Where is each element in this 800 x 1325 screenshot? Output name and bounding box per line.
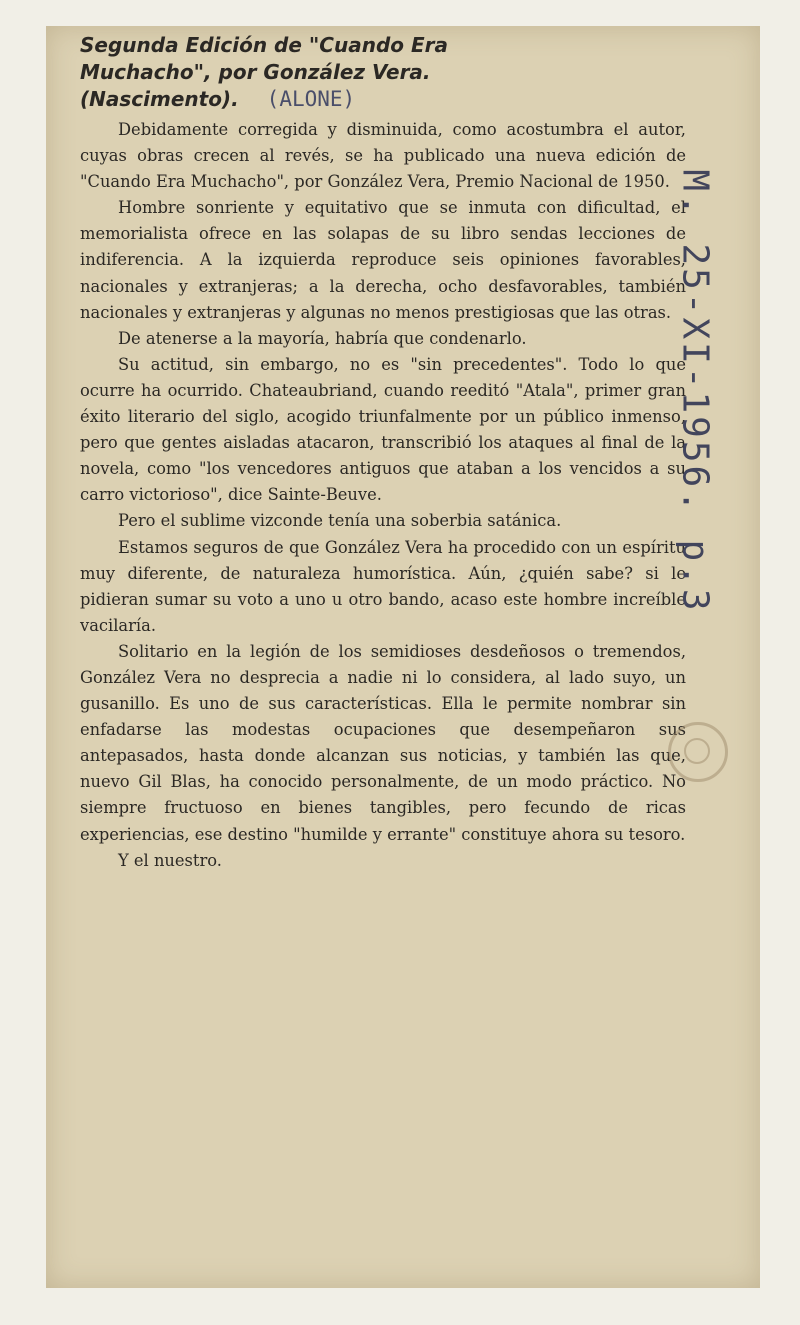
newspaper-clipping	[46, 26, 760, 1288]
archive-stamp-icon	[668, 722, 728, 782]
headline-line-1: Segunda Edición de "Cuando Era	[80, 33, 448, 57]
date-annotation-text: M. 25-XI-1956. p.3	[674, 168, 716, 614]
publisher-name: (Nascimento).	[80, 87, 239, 111]
paragraph-4: Su actitud, sin embargo, no es "sin precedentes". Todo lo que ocurre ha ocurrido. Chateaubriand, cuando reeditó "Atala", primer gran éxito literario del siglo, acogido triunfalmente por un público inmenso, pero que gentes aisladas atacaron, transcribió los ataques al final de la novela, como "los vencedores antiguos que ataban a los vencidos a su carro victorioso", dice Sainte-Beuve.	[80, 354, 686, 505]
article-column	[80, 32, 686, 874]
paragraph-1: Debidamente corregida y disminuida, como acostumbra el autor, cuyas obras crecen al revés, se ha publicado una nueva edición de "Cuando Era Muchacho", por González Vera, Premio Nacional de 1950.	[80, 120, 686, 192]
paragraph-5: Pero el sublime vizconde tenía una soberbia satánica.	[118, 511, 562, 531]
paragraph-7: Solitario en la legión de los semidioses desdeñosos o tremendos, González Vera no desprecia a nadie ni lo considera, al lado suyo, un gusanillo. Es uno de sus características. Ella le permite nombrar sin enfadarse las modestas ocupaciones que desempeñaron sus antepasados, hasta donde alcanzan sus noticias, y también las que, nuevo Gil Blas, ha conocido personalmente, de un modo práctico. No siempre fructuoso en bienes tangibles, pero fecundo de ricas experiencias, ese destino "humilde y errante" constituye ahora su tesoro.	[80, 641, 686, 844]
paragraph-6: Estamos seguros de que González Vera ha procedido con un espíritu muy diferente, de naturaleza humorística. Aún, ¿quién sabe? si le pidieran sumar su voto a uno u otro bando, acaso este hombre increíble vacilaría.	[80, 537, 686, 635]
article-body	[80, 117, 686, 874]
faint-stamp-mark-icon	[662, 876, 712, 996]
headline-line-3	[80, 86, 686, 113]
paragraph-2: Hombre sonriente y equitativo que se inmuta con dificultad, el memorialista ofrece en las solapas de su libro sendas lecciones de indiferencia. A la izquierda reproduce seis opiniones favorables, nacionales y extranjeras; a la derecha, ocho desfavorables, también nacionales y extranjeras y algunas no menos prestigiosas que las otras.	[80, 198, 686, 322]
article-headline	[80, 32, 686, 113]
headline-line-2: Muchacho", por González Vera.	[80, 60, 431, 84]
handwritten-date-annotation	[650, 156, 740, 626]
paragraph-3: De atenerse a la mayoría, habría que condenarlo.	[118, 328, 527, 348]
paragraph-8: Y el nuestro.	[118, 850, 222, 870]
handwritten-author-annotation: (ALONE)	[266, 87, 356, 111]
